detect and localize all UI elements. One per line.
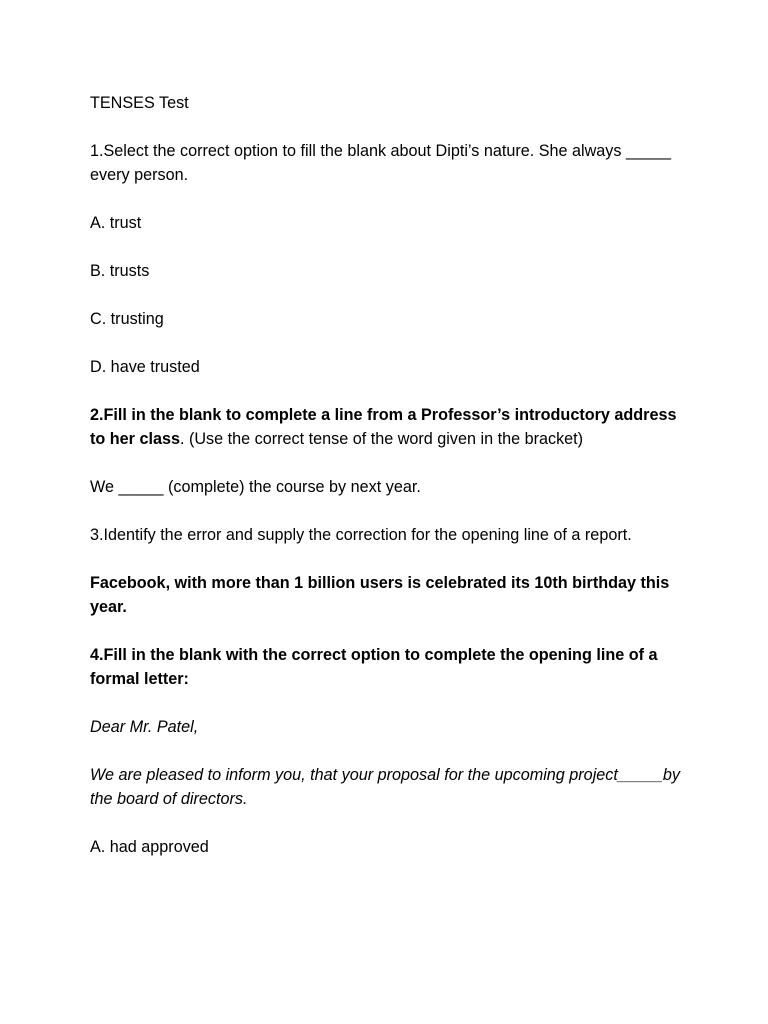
question-4-salutation: Dear Mr. Patel, (90, 718, 199, 736)
question-2-prompt-bold: 2.Fill in the blank to complete a line from a Professor’s introductory address to her class (90, 406, 677, 448)
question-1-prompt: 1.Select the correct option to fill the blank about Dipti’s nature. She always _____ every person. (90, 142, 672, 184)
question-4-prompt: 4.Fill in the blank with the correct option to complete the opening line of a formal letter: (90, 646, 658, 688)
question-1-option-a: A. trust (90, 214, 142, 232)
document-title: TENSES Test (90, 94, 189, 112)
question-2-sentence: We _____ (complete) the course by next year. (90, 478, 421, 496)
question-1-option-d: D. have trusted (90, 358, 200, 376)
document-page (90, 91, 690, 883)
question-1-option-b: B. trusts (90, 262, 150, 280)
question-2-prompt-rest: . (Use the correct tense of the word given in the bracket) (179, 430, 584, 448)
question-2-prompt (90, 403, 690, 451)
question-3-sentence: Facebook, with more than 1 billion users is celebrated its 10th birthday this year. (90, 574, 670, 616)
question-4-option-a: A. had approved (90, 838, 209, 856)
question-1-option-c: C. trusting (90, 310, 164, 328)
question-4-letter-line: We are pleased to inform you, that your proposal for the upcoming project_____by the board of directors. (90, 766, 680, 808)
question-3-prompt: 3.Identify the error and supply the correction for the opening line of a report. (90, 526, 632, 544)
